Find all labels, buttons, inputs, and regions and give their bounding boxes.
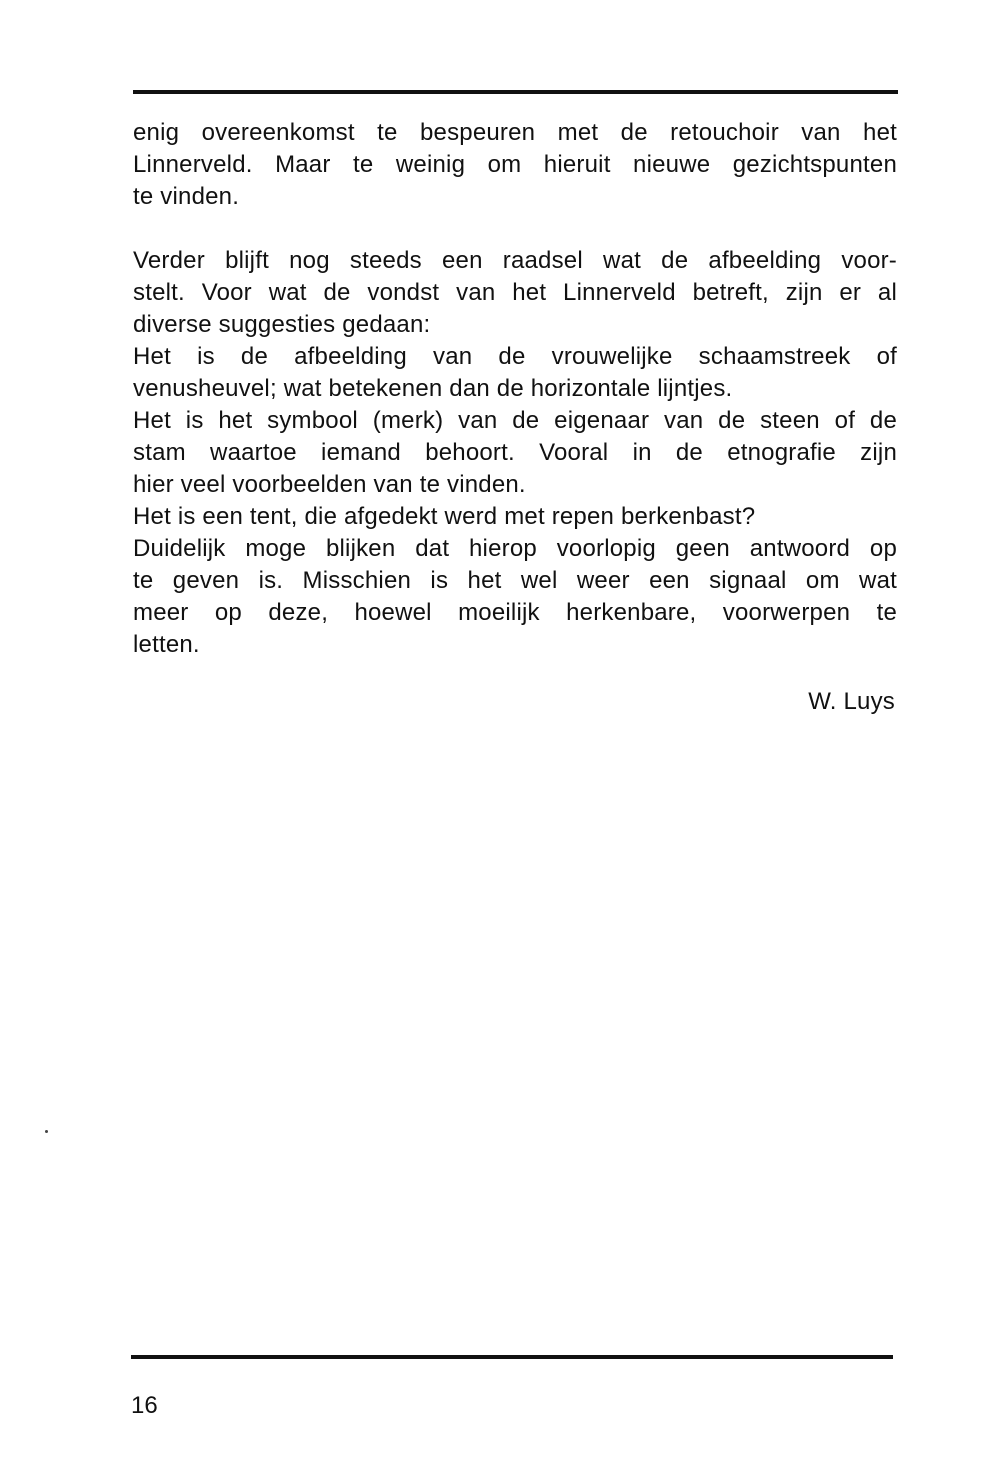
bottom-rule [131,1355,893,1359]
page-number: 16 [131,1392,158,1419]
text-line: Verder blijft nog steeds een raadsel wat de afbeelding voor- [133,247,897,274]
text-line: Het is de afbeelding van de vrouwelijke schaamstreek of [133,343,897,370]
text-line: te vinden. [133,183,240,210]
author-signature: W. Luys [808,688,895,715]
paragraph-gap [133,213,897,245]
text-line: hier veel voorbeelden van te vinden. [133,471,526,498]
text-line: stam waartoe iemand behoort. Vooral in de etnografie zijn [133,439,897,466]
text-line: Duidelijk moge blijken dat hierop voorlopig geen antwoord op [133,535,897,562]
text-line: enig overeenkomst te bespeuren met de retouchoir van het [133,119,897,146]
top-rule [133,90,898,94]
text-line: te geven is. Misschien is het wel weer een signaal om wat [133,567,897,594]
body-text [133,117,897,661]
scan-speck [45,1130,48,1133]
text-line: Het is het symbool (merk) van de eigenaar van de steen of de [133,407,897,434]
text-line: letten. [133,631,200,658]
text-line: Het is een tent, die afgedekt werd met repen berkenbast? [133,503,756,530]
text-line: meer op deze, hoewel moeilijk herkenbare, voorwerpen te [133,599,897,626]
text-line: stelt. Voor wat de vondst van het Linnerveld betreft, zijn er al [133,279,897,306]
text-line: venusheuvel; wat betekenen dan de horizontale lijntjes. [133,375,733,402]
text-line: diverse suggesties gedaan: [133,311,431,338]
text-line: Linnerveld. Maar te weinig om hieruit nieuwe gezichtspunten [133,151,897,178]
